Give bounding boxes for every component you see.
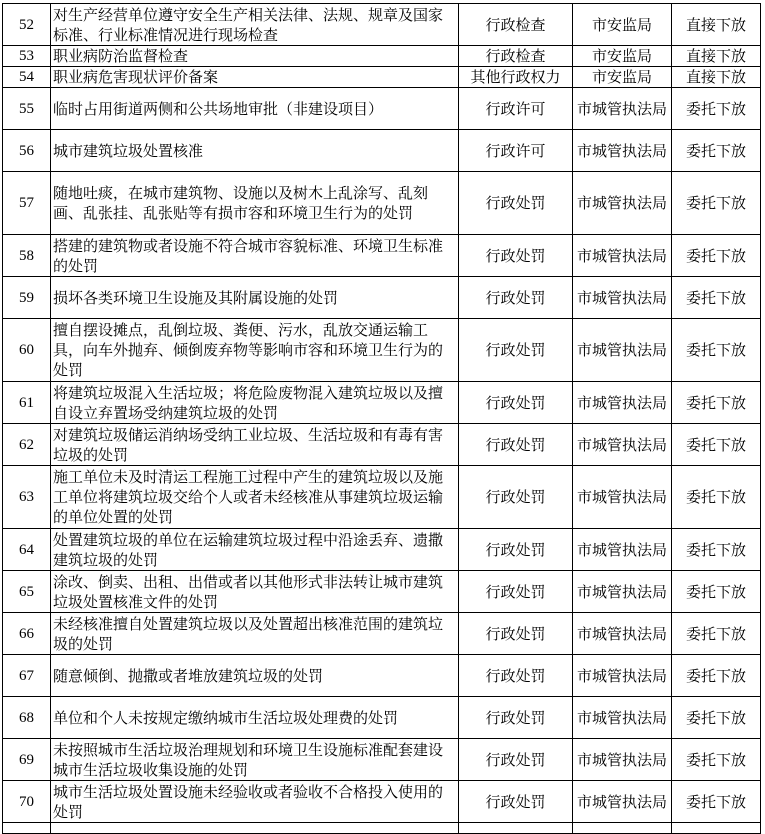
department: 市安监局 <box>573 46 672 67</box>
table-row <box>3 382 761 424</box>
item-name: 对建筑垃圾储运消纳场受纳工业垃圾、生活垃圾和有毒有害垃圾的处罚 <box>51 424 459 466</box>
row-number: 55 <box>3 88 51 130</box>
delegation-mode: 委托下放 <box>672 697 761 739</box>
item-name: 未经核准擅自处置建筑垃圾以及处置超出核准范围的建筑垃圾的处罚 <box>51 613 459 655</box>
table-row <box>3 655 761 697</box>
power-type: 行政处罚 <box>459 172 573 235</box>
power-type: 行政处罚 <box>459 739 573 781</box>
row-number: 65 <box>3 571 51 613</box>
empty-cell <box>51 823 459 834</box>
item-name: 随地吐痰，在城市建筑物、设施以及树木上乱涂写、乱刻画、乱张挂、乱张贴等有损市容和环境卫生行为的处罚 <box>51 172 459 235</box>
delegation-mode: 委托下放 <box>672 172 761 235</box>
delegation-mode: 直接下放 <box>672 46 761 67</box>
item-name: 临时占用街道两侧和公共场地审批（非建设项目） <box>51 88 459 130</box>
table-row <box>3 739 761 781</box>
row-number: 56 <box>3 130 51 172</box>
row-number: 68 <box>3 697 51 739</box>
item-name: 职业病防治监督检查 <box>51 46 459 67</box>
power-type: 行政处罚 <box>459 529 573 571</box>
table-body <box>3 4 761 834</box>
item-name: 对生产经营单位遵守安全生产相关法律、法规、规章及国家标准、行业标准情况进行现场检查 <box>51 4 459 46</box>
table-row <box>3 319 761 382</box>
item-name: 损坏各类环境卫生设施及其附属设施的处罚 <box>51 277 459 319</box>
item-name: 涂改、倒卖、出租、出借或者以其他形式非法转让城市建筑垃圾处置核准文件的处罚 <box>51 571 459 613</box>
table-row <box>3 46 761 67</box>
row-number: 67 <box>3 655 51 697</box>
delegation-mode: 委托下放 <box>672 529 761 571</box>
department: 市城管执法局 <box>573 172 672 235</box>
department: 市城管执法局 <box>573 571 672 613</box>
delegation-mode: 直接下放 <box>672 67 761 88</box>
department: 市城管执法局 <box>573 88 672 130</box>
table-row <box>3 697 761 739</box>
delegation-mode: 委托下放 <box>672 88 761 130</box>
delegation-mode: 委托下放 <box>672 571 761 613</box>
empty-cell <box>672 823 761 834</box>
department: 市城管执法局 <box>573 655 672 697</box>
delegation-mode: 委托下放 <box>672 739 761 781</box>
department: 市城管执法局 <box>573 319 672 382</box>
table-row <box>3 235 761 277</box>
department: 市安监局 <box>573 4 672 46</box>
delegation-mode: 委托下放 <box>672 235 761 277</box>
power-list-table <box>2 3 761 834</box>
row-number: 63 <box>3 466 51 529</box>
row-number: 61 <box>3 382 51 424</box>
department: 市城管执法局 <box>573 697 672 739</box>
power-type: 其他行政权力 <box>459 67 573 88</box>
power-type: 行政许可 <box>459 88 573 130</box>
department: 市城管执法局 <box>573 739 672 781</box>
delegation-mode: 委托下放 <box>672 424 761 466</box>
item-name: 随意倾倒、抛撒或者堆放建筑垃圾的处罚 <box>51 655 459 697</box>
department: 市城管执法局 <box>573 130 672 172</box>
item-name: 施工单位未及时清运工程施工过程中产生的建筑垃圾以及施工单位将建筑垃圾交给个人或者未经核准从事建筑垃圾运输的单位处置的处罚 <box>51 466 459 529</box>
row-number: 64 <box>3 529 51 571</box>
row-number: 70 <box>3 781 51 823</box>
table-row <box>3 424 761 466</box>
delegation-mode: 委托下放 <box>672 613 761 655</box>
table-row <box>3 4 761 46</box>
power-type: 行政处罚 <box>459 781 573 823</box>
power-type: 行政处罚 <box>459 382 573 424</box>
power-type: 行政处罚 <box>459 613 573 655</box>
table-row <box>3 172 761 235</box>
power-type: 行政检查 <box>459 4 573 46</box>
power-type: 行政处罚 <box>459 697 573 739</box>
row-number: 69 <box>3 739 51 781</box>
power-type: 行政处罚 <box>459 466 573 529</box>
power-type: 行政处罚 <box>459 571 573 613</box>
row-number: 53 <box>3 46 51 67</box>
table-row <box>3 130 761 172</box>
delegation-mode: 委托下放 <box>672 277 761 319</box>
power-type: 行政许可 <box>459 130 573 172</box>
power-type: 行政处罚 <box>459 277 573 319</box>
table-row <box>3 466 761 529</box>
item-name: 城市建筑垃圾处置核准 <box>51 130 459 172</box>
table-row <box>3 781 761 823</box>
delegation-mode: 委托下放 <box>672 655 761 697</box>
row-number: 57 <box>3 172 51 235</box>
department: 市城管执法局 <box>573 424 672 466</box>
item-name: 未按照城市生活垃圾治理规划和环境卫生设施标准配套建设城市生活垃圾收集设施的处罚 <box>51 739 459 781</box>
item-name: 搭建的建筑物或者设施不符合城市容貌标准、环境卫生标准的处罚 <box>51 235 459 277</box>
row-number: 52 <box>3 4 51 46</box>
item-name: 职业病危害现状评价备案 <box>51 67 459 88</box>
delegation-mode: 委托下放 <box>672 466 761 529</box>
item-name: 单位和个人未按规定缴纳城市生活垃圾处理费的处罚 <box>51 697 459 739</box>
power-type: 行政检查 <box>459 46 573 67</box>
table-row-cut-off <box>3 823 761 834</box>
department: 市城管执法局 <box>573 277 672 319</box>
row-number: 59 <box>3 277 51 319</box>
table-row <box>3 613 761 655</box>
row-number: 54 <box>3 67 51 88</box>
row-number: 58 <box>3 235 51 277</box>
department: 市安监局 <box>573 67 672 88</box>
delegation-mode: 委托下放 <box>672 130 761 172</box>
item-name: 将建筑垃圾混入生活垃圾；将危险废物混入建筑垃圾以及擅自设立弃置场受纳建筑垃圾的处罚 <box>51 382 459 424</box>
empty-cell <box>3 823 51 834</box>
table-row <box>3 571 761 613</box>
power-type: 行政处罚 <box>459 235 573 277</box>
row-number: 66 <box>3 613 51 655</box>
delegation-mode: 委托下放 <box>672 382 761 424</box>
department: 市城管执法局 <box>573 466 672 529</box>
delegation-mode: 委托下放 <box>672 319 761 382</box>
item-name: 擅自摆设摊点，乱倒垃圾、粪便、污水，乱放交通运输工具，向车外抛弃、倾倒废弃物等影响市容和环境卫生行为的处罚 <box>51 319 459 382</box>
table-row <box>3 67 761 88</box>
empty-cell <box>573 823 672 834</box>
table-row <box>3 529 761 571</box>
power-type: 行政处罚 <box>459 424 573 466</box>
row-number: 62 <box>3 424 51 466</box>
power-type: 行政处罚 <box>459 319 573 382</box>
delegation-mode: 直接下放 <box>672 4 761 46</box>
item-name: 处置建筑垃圾的单位在运输建筑垃圾过程中沿途丢弃、遗撒建筑垃圾的处罚 <box>51 529 459 571</box>
item-name: 城市生活垃圾处置设施未经验收或者验收不合格投入使用的处罚 <box>51 781 459 823</box>
department: 市城管执法局 <box>573 613 672 655</box>
row-number: 60 <box>3 319 51 382</box>
empty-cell <box>459 823 573 834</box>
department: 市城管执法局 <box>573 382 672 424</box>
department: 市城管执法局 <box>573 235 672 277</box>
delegation-mode: 委托下放 <box>672 781 761 823</box>
department: 市城管执法局 <box>573 529 672 571</box>
table-row <box>3 277 761 319</box>
power-type: 行政处罚 <box>459 655 573 697</box>
table-row <box>3 88 761 130</box>
department: 市城管执法局 <box>573 781 672 823</box>
